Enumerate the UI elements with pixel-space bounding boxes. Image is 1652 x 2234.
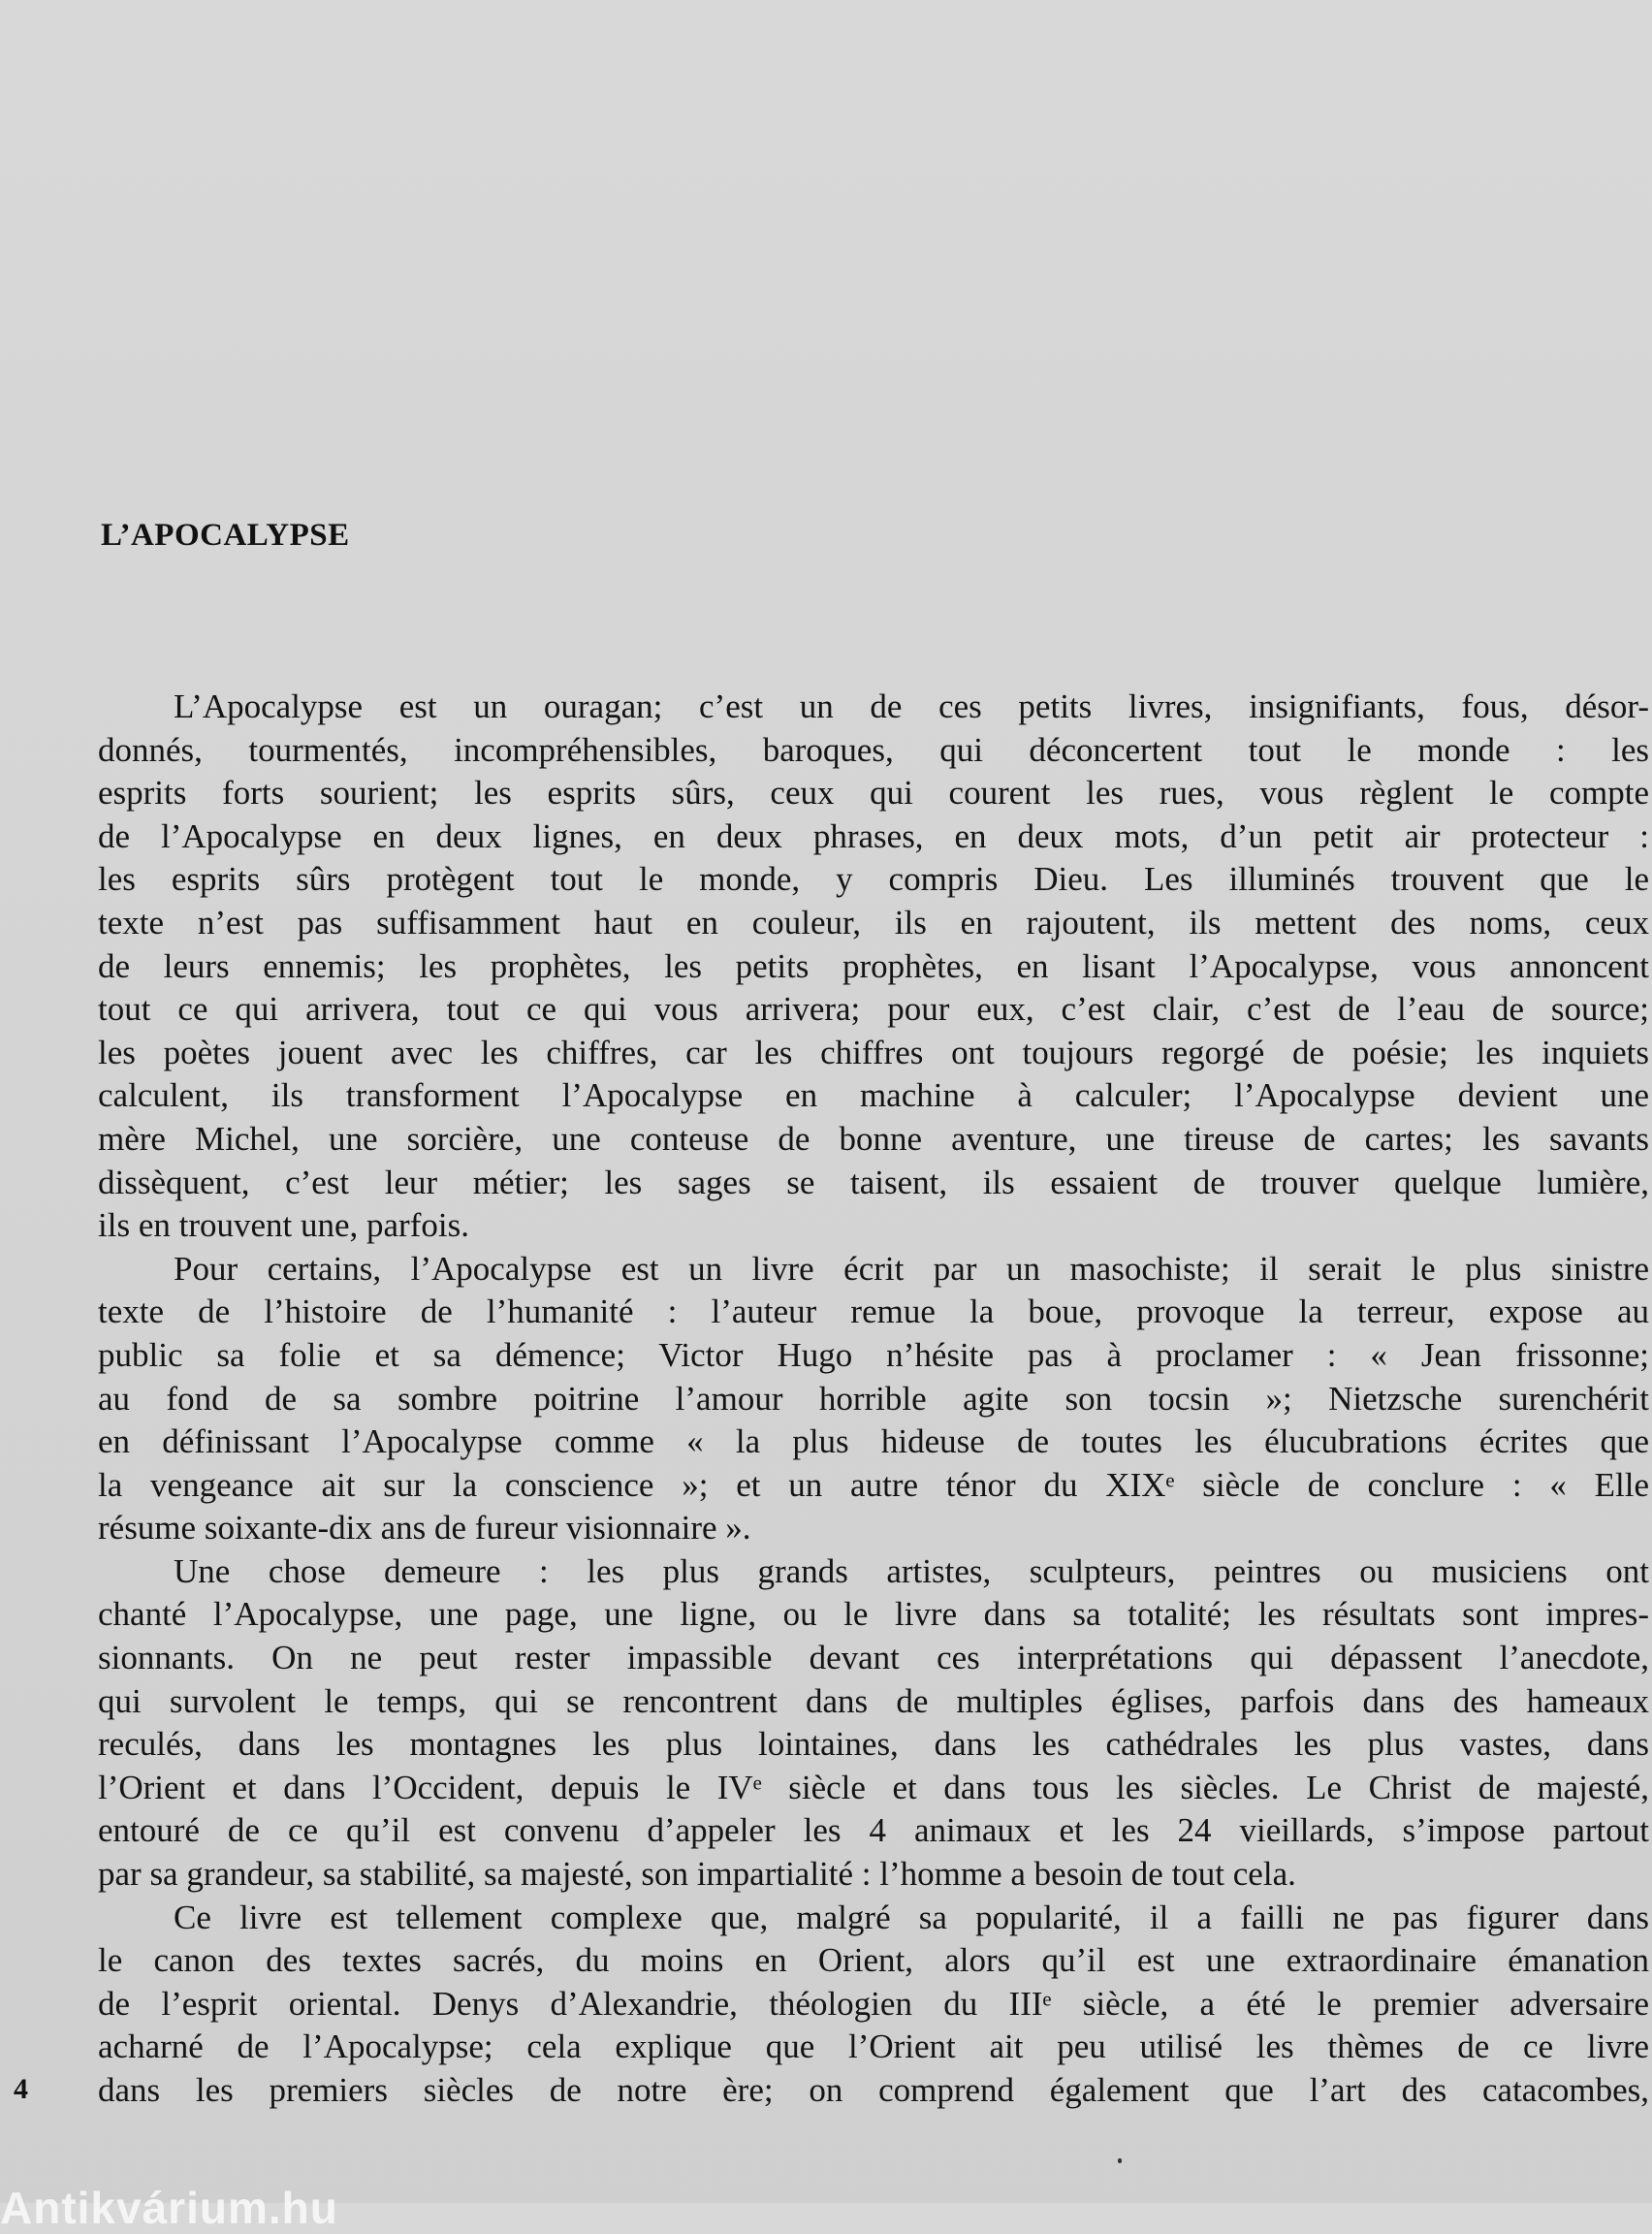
- text-line: en définissant l’Apocalypse comme « la plus hideuse de toutes les élucubrations écrites que: [98, 1422, 1649, 1461]
- text-line: mère Michel, une sorcière, une conteuse de bonne aventure, une tireuse de cartes; les savants: [98, 1119, 1649, 1158]
- text-line: Ce livre est tellement complexe que, malgré sa popularité, il a failli ne pas figurer dans: [174, 1898, 1649, 1936]
- body-text: [98, 686, 1649, 2113]
- text-line: de l’Apocalypse en deux lignes, en deux phrases, en deux mots, d’un petit air protecteur :: [98, 816, 1649, 855]
- text-line: qui survolent le temps, qui se rencontrent dans de multiples églises, parfois dans des hameaux: [98, 1681, 1649, 1720]
- text-line: acharné de l’Apocalypse; cela explique que l’Orient ait peu utilisé les thèmes de ce livre: [98, 2027, 1649, 2066]
- text-line: L’Apocalypse est un ouragan; c’est un de ces petits livres, insignifiants, fous, désor-: [174, 687, 1649, 725]
- text-line: entouré de ce qu’il est convenu d’appeler les 4 animaux et les 24 vieillards, s’impose partout: [98, 1811, 1649, 1850]
- text-line: texte n’est pas suffisamment haut en couleur, ils en rajoutent, ils mettent des noms, ceux: [98, 903, 1649, 941]
- text-line: calculent, ils transforment l’Apocalypse en machine à calculer; l’Apocalypse devient une: [98, 1076, 1649, 1115]
- text-line: les esprits sûrs protègent tout le monde, y compris Dieu. Les illuminés trouvent que le: [98, 860, 1649, 899]
- text-line: tout ce qui arrivera, tout ce qui vous arrivera; pour eux, c’est clair, c’est de l’eau de source;: [98, 990, 1649, 1029]
- text-line: esprits forts sourient; les esprits sûrs, ceux qui courent les rues, vous règlent le compte: [98, 774, 1649, 813]
- text-line: Pour certains, l’Apocalypse est un livre écrit par un masochiste; il serait le plus sinistre: [174, 1249, 1649, 1288]
- text-line: de l’esprit oriental. Denys d’Alexandrie, théologien du IIIᵉ siècle, a été le premier adversaire: [98, 1984, 1649, 2023]
- page-number: 4: [14, 2073, 28, 2105]
- text-line: le canon des textes sacrés, du moins en Orient, alors qu’il est une extraordinaire émanation: [98, 1941, 1649, 1980]
- text-line: par sa grandeur, sa stabilité, sa majesté, son impartialité : l’homme a besoin de tout cela.: [98, 1855, 1296, 1894]
- text-line: Une chose demeure : les plus grands artistes, sculpteurs, peintres ou musiciens ont: [174, 1551, 1649, 1590]
- text-line: les poètes jouent avec les chiffres, car les chiffres ont toujours regorgé de poésie; les inquiets: [98, 1033, 1649, 1071]
- text-line: chanté l’Apocalypse, une page, une ligne, ou le livre dans sa totalité; les résultats sont impres-: [98, 1595, 1649, 1634]
- text-line: de leurs ennemis; les prophètes, les petits prophètes, en lisant l’Apocalypse, vous annoncent: [98, 946, 1649, 985]
- text-line: public sa folie et sa démence; Victor Hugo n’hésite pas à proclamer : « Jean frissonne;: [98, 1335, 1649, 1374]
- text-line: dissèquent, c’est leur métier; les sages se taisent, ils essaient de trouver quelque lumière,: [98, 1163, 1649, 1201]
- text-line: l’Orient et dans l’Occident, depuis le IVᵉ siècle et dans tous les siècles. Le Christ de majesté,: [98, 1768, 1649, 1806]
- text-line: résume soixante-dix ans de fureur visionnaire ».: [98, 1509, 751, 1548]
- text-line: texte de l’histoire de l’humanité : l’auteur remue la boue, provoque la terreur, expose au: [98, 1293, 1649, 1331]
- print-speck: [1118, 2158, 1122, 2163]
- watermark: Antikvárium.hu: [0, 2183, 338, 2233]
- chapter-title: L’APOCALYPSE: [101, 518, 350, 553]
- text-line: sionnants. On ne peut rester impassible devant ces interprétations qui dépassent l’anecdote,: [98, 1639, 1649, 1677]
- text-line: dans les premiers siècles de notre ère; on comprend également que l’art des catacombes,: [98, 2071, 1649, 2109]
- text-line: ils en trouvent une, parfois.: [98, 1206, 469, 1245]
- text-line: reculés, dans les montagnes les plus lointaines, dans les cathédrales les plus vastes, dans: [98, 1725, 1649, 1764]
- text-line: la vengeance ait sur la conscience »; et un autre ténor du XIXᵉ siècle de conclure : « Elle: [98, 1465, 1649, 1504]
- text-line: donnés, tourmentés, incompréhensibles, baroques, qui déconcertent tout le monde : les: [98, 730, 1649, 769]
- text-line: au fond de sa sombre poitrine l’amour horrible agite son tocsin »; Nietzsche surenchérit: [98, 1379, 1649, 1418]
